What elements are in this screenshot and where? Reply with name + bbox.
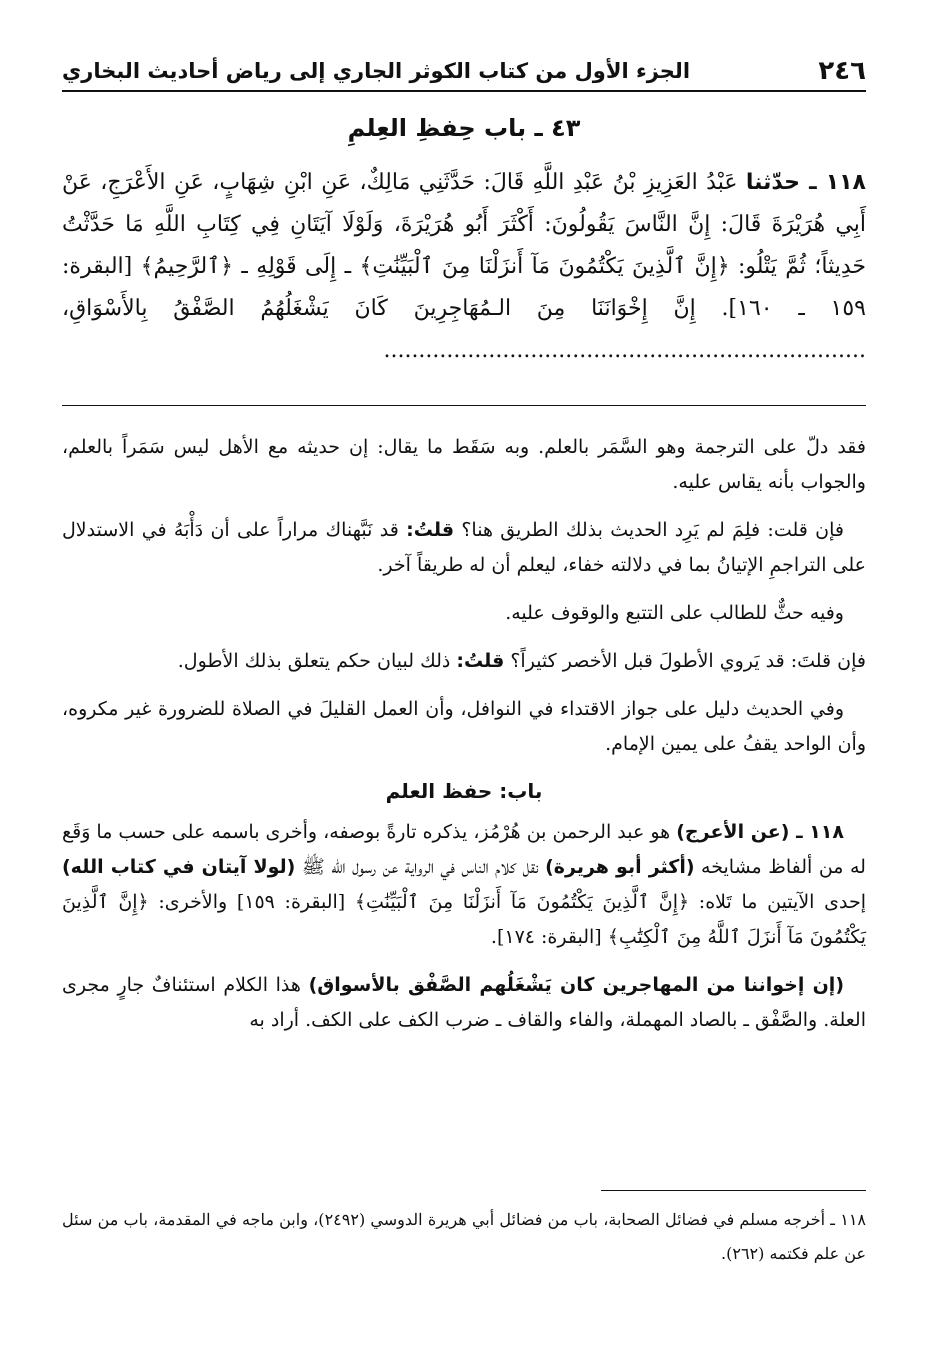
commentary-paragraph: فقد دلّ على الترجمة وهو السَّمَر بالعلم. وبه سَقَط ما يقال: إن حديثه مع الأهل ليس سَمَراً بالعلم، والجواب بأنه يقاس عليه. <box>62 436 866 493</box>
commentary-text: إحدى الآيتين ما تَلاه: ﴿إِنَّ ٱلَّذِينَ يَكْتُمُونَ مَآ أَنزَلْنَا مِنَ ٱلْبَيِّنَٰتِ﴾ [البقرة: ١٥٩] والأخرى: ﴿إِنَّ ٱلَّذِينَ يَكْتُمُونَ مَآ أَنزَلَ ٱللَّهُ مِنَ ٱلْكِتَٰبِ﴾ [البقرة: ١٧٤]. <box>62 891 866 948</box>
book-title: الجزء الأول من كتاب الكوثر الجاري إلى رياض أحاديث البخاري <box>62 59 691 83</box>
commentary-bold: قلتُ: <box>406 519 455 541</box>
commentary <box>62 430 866 1051</box>
hadith-number: ١١٨ ـ حدّثنا <box>745 170 866 195</box>
commentary-text: فإن قلتَ: قد يَروي الأطولَ قبل الأخصر كثيراً؟ <box>504 650 866 672</box>
chapter-title: ٤٣ ـ باب حِفظِ العِلمِ <box>347 114 581 142</box>
commentary-text: ذلك لبيان حكم يتعلق بذلك الأطول. <box>177 650 457 672</box>
commentary-text: فإن قلت: فلِمَ لم يَرِد الحديث بذلك الطريق هنا؟ <box>454 519 844 541</box>
hadith-body: عَبْدُ العَزِيزِ بْنُ عَبْدِ اللَّهِ قَالَ: حَدَّثَنِي مَالِكٌ، عَنِ ابْنِ شِهَابٍ، عَنِ الأَعْرَجِ، عَنْ أَبِي هُرَيْرَةَ قَالَ: إِنَّ النَّاسَ يَقُولُونَ: أَكْثَرَ أَبُو هُرَيْرَةَ، وَلَوْلَا آيَتَانِ فِي كِتَابِ اللَّهِ مَا حَدَّثْتُ حَدِيثاً؛ ثُمَّ يَتْلُو: ﴿إِنَّ ٱلَّذِينَ يَكْتُمُونَ مَآ أَنزَلْنَا مِنَ ٱلْبَيِّنَٰتِ﴾ ـ إِلَى قَوْلِهِ ـ ﴿ٱلرَّحِيمُ﴾ [البقرة: ١٥٩ ـ ١٦٠]. إِنَّ إِخْوَانَنَا مِنَ الـمُهَاجِرِينَ كَانَ يَشْغَلُهُمُ الصَّفْقُ بِالأَسْوَاقِ، <box>62 170 866 321</box>
commentary-bold: (أكثر أبو هريرة) <box>545 856 695 878</box>
commentary-paragraph <box>62 968 866 1038</box>
hadith-text <box>62 162 866 372</box>
running-header <box>62 52 866 92</box>
footnote <box>62 1203 866 1271</box>
commentary-bold: قلتُ: <box>456 650 505 672</box>
commentary-text: قد نَبَّهناك مراراً على أن دَأْبَهُ في الاستدلال على التراجمِ الإتيانُ بما في دلالته خفاء، ليعلم أن له طريقاً آخر. <box>62 519 866 576</box>
commentary-paragraph <box>62 644 866 679</box>
commentary-paragraph: وفي الحديث دليل على جواز الاقتداء في النوافل، وأن العمل القليلَ في الصلاة للضرورة غير مكروه، وأن الواحد يقفُ على يمين الإمام. <box>62 698 866 755</box>
commentary-paragraph <box>62 513 866 583</box>
section-heading: باب: حفظ العلم <box>385 779 543 803</box>
commentary-text: هو عبد الرحمن بن هُرْمُز، يذكره تارةً بوصفه، وأخرى باسمه على حسب ما وَقَع له من ألفاظ مشايخه <box>62 821 866 878</box>
footnote-rule <box>601 1190 866 1191</box>
commentary-paragraph: وفيه حثٌّ للطالب على التتبع والوقوف عليه. <box>505 602 844 624</box>
commentary-text: نقل كلام الناس في الرواية عن رسول الله ﷺ <box>295 856 546 878</box>
text-separator <box>62 405 866 406</box>
page-number: ٢٤٦ <box>818 56 866 86</box>
commentary-bold: (عن الأعرج) <box>676 821 790 843</box>
commentary-paragraph <box>62 815 866 955</box>
commentary-text: هذا الكلام استئنافٌ جارٍ مجرى العلة. والصَّفْق ـ بالصاد المهملة، والفاء والقاف ـ ضرب الكف على الكف. أراد به <box>62 974 866 1031</box>
commentary-bold: (إن إخواننا من المهاجرين كان يَشْغَلُهم الصَّفْق بالأسواق) <box>308 974 844 996</box>
commentary-bold: (لولا آيتان في كتاب الله) <box>62 856 296 878</box>
footnote-text: ١١٨ ـ أخرجه مسلم في فضائل الصحابة، باب من فضائل أبي هريرة الدوسي (٢٤٩٢)، وابن ماجه في المقدمة، باب من سئل عن علم فكتمه (٢٦٢). <box>62 1210 867 1263</box>
commentary-number: ١١٨ ـ <box>789 821 844 843</box>
hadith-dots: ..................................................................... <box>383 338 866 363</box>
